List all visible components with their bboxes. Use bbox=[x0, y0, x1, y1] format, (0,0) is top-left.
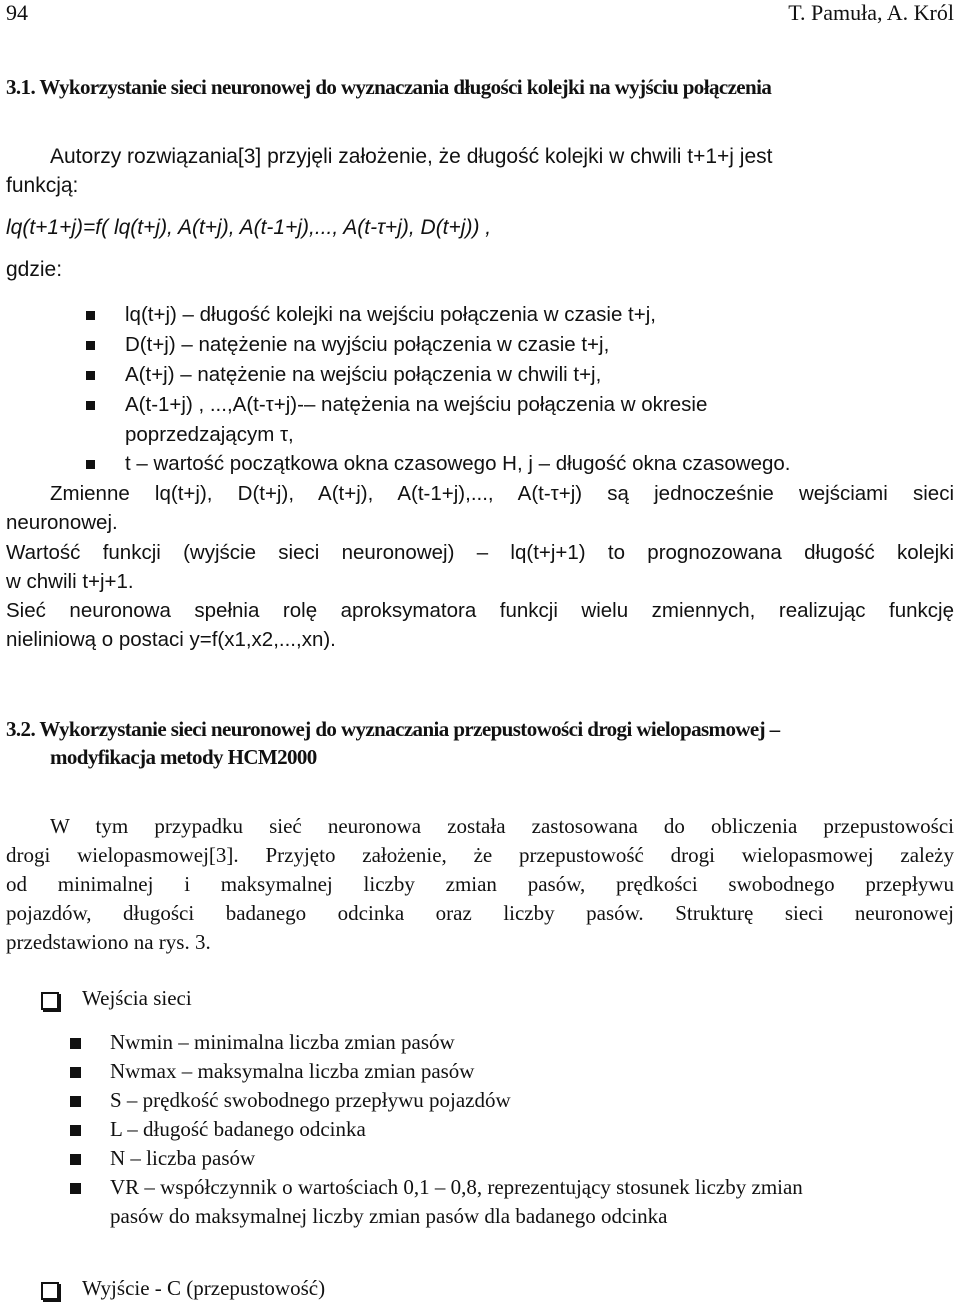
section-3-2-heading-line-2: modyfikacja metody HCM2000 bbox=[50, 745, 317, 769]
list-item: A(t+j) – natężenie na wejściu połączenia w chwili t+j, bbox=[125, 363, 602, 386]
bullet-marker bbox=[70, 1125, 81, 1136]
checkbox-square-icon bbox=[41, 992, 59, 1010]
para-1-line-2: neuronowej. bbox=[6, 511, 118, 534]
bullet-marker bbox=[86, 341, 95, 350]
para-1-line-1: Zmienne lq(t+j), D(t+j), A(t+j), A(t-1+j),..., A(t-τ+j) są jednocześnie wejściami sieci bbox=[50, 482, 954, 505]
list-item: L – długość badanego odcinka bbox=[110, 1117, 366, 1141]
section-3-2-heading-line-1: 3.2. Wykorzystanie sieci neuronowej do wyznaczania przepustowości drogi wielopasmowej – bbox=[6, 717, 780, 741]
output-title: Wyjście - C (przepustowość) bbox=[82, 1276, 326, 1300]
bullet-marker bbox=[70, 1038, 81, 1049]
para-2-line-2: w chwili t+j+1. bbox=[6, 570, 134, 593]
list-item: D(t+j) – natężenie na wyjściu połączenia w czasie t+j, bbox=[125, 333, 610, 356]
bullet-marker bbox=[70, 1154, 81, 1165]
page-number: 94 bbox=[6, 0, 28, 25]
intro-line-2: funkcją: bbox=[6, 174, 79, 197]
bullet-marker bbox=[70, 1067, 81, 1078]
para-2-line-1: Wartość funkcji (wyjście sieci neuronowej) – lq(t+j+1) to prognozowana długość kolejki bbox=[6, 541, 954, 564]
para-line: od minimalnej i maksymalnej liczby zmian pasów, prędkości swobodnego przepływu bbox=[6, 872, 954, 896]
list-item: N – liczba pasów bbox=[110, 1146, 256, 1170]
bullet-marker bbox=[86, 371, 95, 380]
para-line: przedstawiono na rys. 3. bbox=[6, 930, 211, 954]
inputs-title: Wejścia sieci bbox=[82, 986, 192, 1010]
bullet-marker bbox=[86, 401, 95, 410]
bullet-marker bbox=[70, 1183, 81, 1194]
para-line: drogi wielopasmowej[3]. Przyjęto założenie, że przepustowość drogi wielopasmowej zależy bbox=[6, 843, 954, 867]
section-3-1-heading: 3.1. Wykorzystanie sieci neuronowej do wyznaczania długości kolejki na wyjściu połączenia bbox=[6, 75, 772, 99]
para-line: W tym przypadku sieć neuronowa została zastosowana do obliczenia przepustowości bbox=[50, 814, 954, 838]
formula: lq(t+1+j)=f( lq(t+j), A(t+j), A(t-1+j),..., A(t-τ+j), D(t+j)) , bbox=[6, 216, 492, 239]
list-item-continuation: poprzedzającym τ, bbox=[125, 423, 294, 446]
list-item: S – prędkość swobodnego przepływu pojazdów bbox=[110, 1088, 511, 1112]
para-3-line-1: Sieć neuronowa spełnia rolę aproksymatora funkcji wielu zmiennych, realizując funkcję bbox=[6, 599, 954, 622]
bullet-marker bbox=[70, 1096, 81, 1107]
para-line: pojazdów, długości badanego odcinka oraz liczby pasów. Strukturę sieci neuronowej bbox=[6, 901, 954, 925]
list-item: t – wartość początkowa okna czasowego H, j – długość okna czasowego. bbox=[125, 452, 791, 475]
list-item: VR – współczynnik o wartościach 0,1 – 0,8, reprezentujący stosunek liczby zmian bbox=[110, 1175, 803, 1199]
list-item-continuation: pasów do maksymalnej liczby zmian pasów dla badanego odcinka bbox=[110, 1204, 668, 1228]
list-item: Nwmin – minimalna liczba zmian pasów bbox=[110, 1030, 455, 1054]
where-label: gdzie: bbox=[6, 258, 63, 281]
para-3-line-2: nieliniową o postaci y=f(x1,x2,...,xn). bbox=[6, 628, 336, 651]
list-item: Nwmax – maksymalna liczba zmian pasów bbox=[110, 1059, 475, 1083]
list-item: A(t-1+j) , ...,A(t-τ+j)-– natężenia na wejściu połączenia w okresie bbox=[125, 393, 708, 416]
bullet-marker bbox=[86, 460, 95, 469]
page-authors: T. Pamuła, A. Król bbox=[788, 0, 954, 25]
list-item: lq(t+j) – długość kolejki na wejściu połączenia w czasie t+j, bbox=[125, 303, 656, 326]
bullet-marker bbox=[86, 311, 95, 320]
intro-line-1: Autorzy rozwiązania[3] przyjęli założenie, że długość kolejki w chwili t+1+j jest bbox=[50, 145, 773, 168]
checkbox-square-icon bbox=[41, 1282, 59, 1300]
